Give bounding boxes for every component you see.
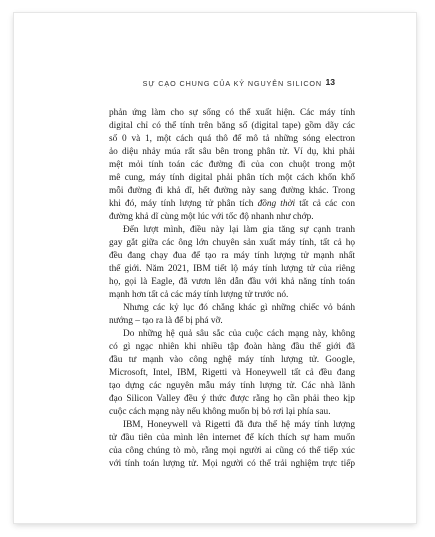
text-line-emphasis: khi đó, máy tính lượng tử phân tích đồng thời tất cả các con: [109, 199, 355, 209]
text-line: Microsoft, Intel, IBM, Rigetti và Honeywell tất cả đều đang: [109, 368, 355, 378]
body-text: [109, 107, 355, 471]
text-line: với tính toán lượng tử. Mọi người có thể trải nghiệm trực tiếp: [109, 459, 355, 469]
paragraph: [109, 328, 355, 419]
text-line: của công chúng tò mò, rằng mọi người ai cũng có thể tiếp xúc: [109, 446, 355, 456]
text-line: số 0 và 1, một cách quá thô để mô tả những sóng electron: [109, 134, 355, 144]
text-line: phản ứng làm cho sự sống có thể xuất hiện. Các máy tính: [109, 108, 355, 118]
text-line: IBM, Honeywell và Rigetti đã đưa thế hệ máy tính lượng: [123, 420, 355, 430]
book-page: [14, 13, 416, 523]
paragraph: [109, 107, 355, 224]
text-line: mạnh hơn tất cả các máy tính lượng tử trước nó.: [109, 290, 289, 300]
text-line: tử đầu tiên của mình lên internet để kích thích sự ham muốn: [109, 433, 355, 443]
text-line: đường khả dĩ cùng một lúc với tốc độ nhanh như chớp.: [109, 212, 314, 222]
text-line: tạo dựng các nguyên mẫu máy tính lượng tử. Các nhà lãnh: [109, 381, 355, 391]
text-line: Đến lượt mình, điều này lại làm gia tăng sự cạnh tranh: [123, 225, 355, 235]
text-line: nướng – tạo ra là để bị phá vỡ.: [109, 316, 223, 326]
text-line: mê cung, máy tính digital phải phân tích một cách khốn khổ: [109, 173, 355, 183]
text-line: mệt mỏi tính toán các đường đi của con chuột trong một: [109, 160, 355, 170]
paragraph: [109, 302, 355, 328]
text-line: thế giới. Năm 2021, IBM tiết lộ máy tính lượng tử của riêng: [109, 264, 355, 274]
running-head: SỰ CẠO CHUNG CỦA KỶ NGUYÊN SILICON: [142, 79, 322, 88]
text-line: ảo diệu nhảy múa rất sâu bên trong phân tử. Ví dụ, khi phải: [109, 147, 355, 157]
paragraph: [109, 224, 355, 302]
text-line: có gì ngạc nhiên khi nhiều tập đoàn hàng đầu thế giới đã: [109, 342, 355, 352]
text-line: đều đang chạy đua để tạo ra máy tính lượng tử mạnh nhất: [109, 251, 355, 261]
text-line: đạo Silicon Valley đều ý thức được rằng họ cần phải theo kịp: [109, 394, 355, 404]
paragraph: [109, 419, 355, 471]
text-line: họ, gọi là Eagle, đã vươn lên dẫn đầu với khả năng tính toán: [109, 277, 355, 287]
text-line: Nhưng các kỷ lục đó chẳng khác gì những chiếc vỏ bánh: [123, 303, 355, 313]
page-number: 13: [325, 77, 335, 87]
text-line: gay gắt giữa các ông lớn chuyên sản xuất máy tính, tất cả họ: [109, 238, 355, 248]
text-line: Do những hệ quả sâu sắc của cuộc cách mạng này, không: [123, 329, 355, 339]
text-line: digital chỉ có thể tính trên băng số (digital tape) gồm dãy các: [109, 121, 355, 131]
text-line: cuộc cách mạng này nếu không muốn bị bỏ rơi lại phía sau.: [109, 407, 331, 417]
text-line: đầu tư mạnh vào công nghệ máy tính lượng tử. Google,: [109, 355, 355, 365]
text-line: mỗi đường đi khả dĩ, hết đường này sang đường khác. Trong: [109, 186, 355, 196]
